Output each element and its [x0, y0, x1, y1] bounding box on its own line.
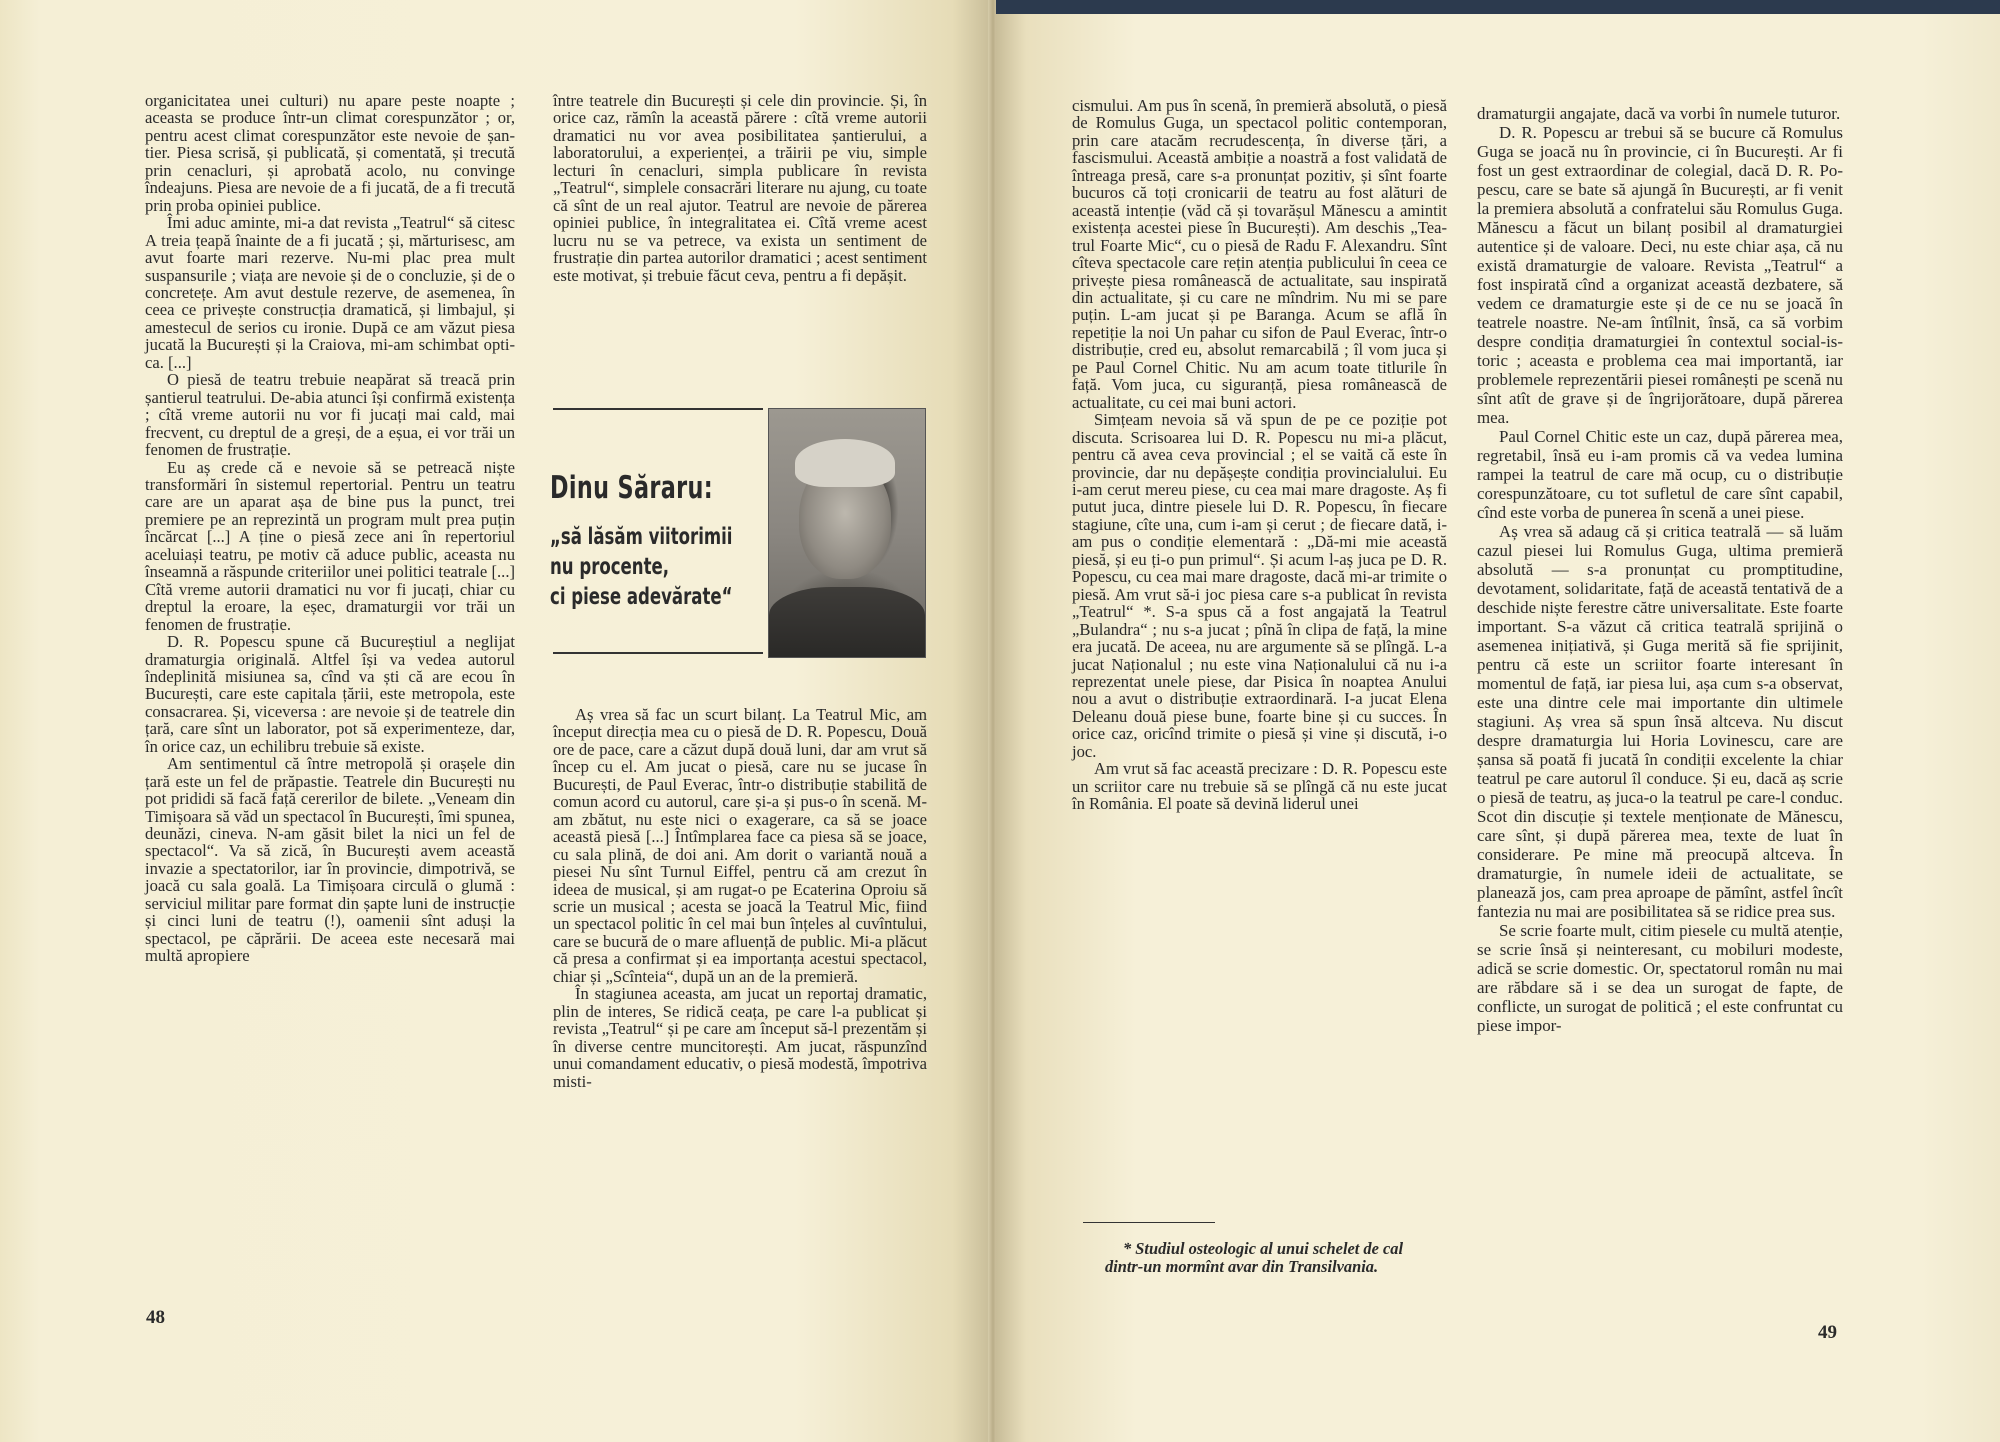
- paragraph: cismului. Am pus în scenă, în premieră absolută, o piesă de Romulus Guga, un spectacol politic contemporan, prin care atacăm recrudescența, în diverse țări, a fascismului. Această ambiție a noastră a fost validată de întreaga presă, care s-a pronunțat pozitiv, și sînt foarte bucuros că toți cronicarii de teatru au fost alături de această intenție (văd că și tovarășul Mănescu a amintit existența acestei piese în București). Am deschis „Teatrul Foarte Mic“, cu o piesă de Radu F. Alexandru. Sînt cîteva spectacole care rețin atenția publicului în ceea ce privește piesa românească de actualitate, sau inspirată din actualitate, și cu care ne mîndrim. Nu mi se pare puțin. L-am jucat și pe Baranga. Acum se află în repetiție la noi Un pahar cu sifon de Paul Everac, într-o distribuție, cred eu, absolut remarcabilă ; îl vom juca și pe Paul Cornel Chitic. Nu am acum toate titlurile în față. Vom juca, cu siguranță, piesa românească de actualitate, cu cei mai buni actori.: [1072, 96, 1447, 412]
- box-rule-top: [553, 408, 763, 410]
- paragraph: dramaturgii angajate, dacă va vorbi în numele tuturor.: [1477, 104, 1841, 123]
- paragraph: D. R. Popescu ar trebui să se bucure că Romulus Guga se joacă nu în provincie, ci în București. Ar fi fost un gest extraordinar de colegial, dacă D. R. Popescu, care se bate să ajungă în București, ar fi venit la premiera absolută a confratelui său Romulus Guga. Mănescu a făcut un bilanț posibil al dramaturgiei autentice și de valoare. Deci, nu este chiar așa, că nu există dramaturgie de valoare. Revista „Teatrul“ a fost inspirată cînd a organizat această dezbatere, să vedem ce dramaturgie este și de ce nu se joacă în teatrele noastre. Ne-am întîlnit, însă, ca să vorbim despre condiția dramaturgiei în contextul social-istoric ; aceasta e problema cea mai importantă, iar problemele reprezentării piesei românești pe scenă nu sînt atît de grave și de îngrijorătoare, după părerea mea.: [1477, 123, 1843, 427]
- photo-hair: [795, 439, 895, 487]
- interview-name: Dinu Săraru:: [550, 470, 714, 506]
- column-3: [1072, 97, 1447, 813]
- paragraph: D. R. Popescu spune că Bucureștiul a neglijat dramaturgia originală. Altfel își va vedea autorul îndeplinită misiunea sa, cînd va ști că are ecou în București, care este capitala țării, este metropola, este consacrarea. Și, viceversa : are nevoie și de teatrele din țară, care sînt un laborator, pot să experimenteze, dar, în orice caz, un echilibru trebuie să existe.: [145, 632, 515, 756]
- paragraph: Simțeam nevoia să vă spun de pe ce poziție pot discuta. Scrisoarea lui D. R. Popescu nu mi-a plăcut, pentru că avea ceva provincial ; el se vaită că este în provincie, dar nu depășește condiția provincialului. Eu i-am cerut mereu piese, cu cea mai mare dragoste. Aș fi putut juca, dintre piesele lui D. R. Popescu, în fiecare stagiune, cîte una, cum i-am și cerut ; de fiecare dată, i-am pus o condiție elementară : „Dă-mi mie această piesă, și eu ți-o pun primul“. Și acum l-aș juca pe D. R. Popescu, cu cea mai mare dragoste, dacă mi-ar trimite o piesă. Am vrut să-i joc piesa care s-a publicat în revista „Teatrul“ *. S-a spus că a fost angajată la Teatrul „Bulandra“ ; nu s-a jucat ; pînă în clipa de față, la mine era jucată. De aceea, nu are argumente să se plîngă. L-a jucat Naționalul ; nu este vina Naționalului că nu i-a reprezentat unele piese, dar Pisica în noaptea Anului nou a avut o distribuție extraordinară. I-a jucat Elena Deleanu două piese bune, foarte bine și cu succes. În orice caz, oricînd trimite o piesă și vine și discută, i-o joc.: [1072, 410, 1447, 761]
- paragraph: Aș vrea să adaug că și critica teatrală — să luăm cazul piesei lui Romulus Guga, ultima premieră absolută — s-a pronunțat cu promptitudine, devotament, solidaritate, față de această tentativă de a deschide niște ferestre către universalitate. Este foarte important. S-a văzut că critica teatrală sprijină o asemenea inițiativă, și Guga merită să fie sprijinit, pentru că este un scriitor foarte interesant în momentul de față, iar piesa lui, așa cum s-a observat, este una dintre cele mai importante din ultimele stagiuni. Aș vrea să spun însă altceva. Nu discut despre dramaturgia lui Horia Lovinescu, care are șansa să poată fi jucată în condiții excelente la chiar teatrul pe care autorul îl conduce. Și eu, dacă aș scrie o piesă de teatru, aș juca-o la teatrul pe care-l conduc. Scot din discuție și textele menționate de Mănescu, care sînt, și după părerea mea, texte de luat în considerare. Pe mine mă preocupă altceva. În dramaturgie, în numele ideii de actualitate, se planează jos, cam prea aproape de pămînt, astfel încît fantezia nu mai are posibilitatea să se ridice prea sus.: [1477, 522, 1843, 921]
- paragraph: În stagiunea aceasta, am jucat un reportaj dramatic, plin de interes, Se ridică ceața, pe care l-a publicat și revista „Teatrul“ și pe care am început să-l prezentăm și în diverse centre muncitorești. Am jucat, răspunzînd unui comandament educativ, o piesă modestă, împotriva misti-: [553, 984, 927, 1091]
- paragraph: Aș vrea să fac un scurt bilanț. La Teatrul Mic, am început direcția mea cu o piesă de D. R. Popescu, Două ore de pace, care a căzut după două luni, dar am vrut să încep cu el. Am jucat o piesă, care nu se jucase în București, de Paul Everac, într-o distribuție stabilită de comun acord cu autorul, care și-a și pus-o în scenă. M-am zbătut, nu este nici o exagerare, ca să se joace această piesă [...] Întîmplarea face ca piesa să se joace, cu sala plină, de doi ani. Am dorit o variantă nouă a piesei Nu sînt Turnul Eiffel, pentru că am crezut în ideea de musical, și am rugat-o pe Ecaterina Oproiu să scrie un musical ; acesta se joacă la Teatrul Mic, fiind un spectacol politic în cel mai bun înțeles al cuvîntului, care se bucură de o mare afluență de public. Mi-a plăcut că presa a confirmat și ea importanța acestui spectacol, chiar și „Scînteia“, după un an de la premieră.: [553, 705, 927, 986]
- box-rule-bottom: [553, 652, 763, 654]
- page-number-right: 49: [1818, 1322, 1837, 1343]
- paragraph: Paul Cornel Chitic este un caz, după părerea mea, regretabil, însă eu i-am promis că va vedea lumina rampei la teatrul de care mă ocup, cu o distribuție corespunzătoare, cu tot sufletul de care sînt capabil, cînd este vorba de punerea în scenă a unei piese.: [1477, 427, 1843, 522]
- portrait-photo: [768, 408, 926, 658]
- paragraph: Am sentimentul că între metropolă și orașele din țară este un fel de prăpastie. Teatrele din București nu pot prididi să facă față cererilor de bilete. „Veneam din Timișoara să văd un spectacol în București, îmi spunea, deunăzi, cineva. N-am găsit bilet la nici un fel de spectacol“. Va să zică, în București avem această invazie a spectatorilor, iar în provincie, dimpotrivă, se joacă cu sala goală. La Timișoara circulă o glumă : serviciul militar pare format din șapte luni de instrucție și cinci luni de teatru (!), oamenii sînt aduși la spectacol, pe căprării. De aceea este necesară mai multă apropiere: [145, 754, 515, 966]
- interview-heading: [550, 470, 733, 612]
- cover-edge: [996, 0, 2000, 14]
- page-number-left: 48: [146, 1307, 165, 1328]
- column-2-bottom: [553, 706, 927, 1090]
- paragraph: Îmi aduc aminte, mi-a dat revista „Teatrul“ să citesc A treia țeapă înainte de a fi jucată ; și, mărturisesc, am avut foarte mari rezerve. Nu-mi plac prea mult suspansurile ; viața are nevoie și de o concluzie, și de o concretețe. Am avut destule rezerve, de asemenea, în ceea ce privește construcția dramatică, și limbajul, și amestecul de serios cu ironie. După ce am văzut piesa jucată la București și la Craiova, mi-am schimbat optica. [...]: [145, 213, 515, 372]
- left-page: [0, 0, 992, 1442]
- interview-quote-line-2: nu procente,: [550, 554, 670, 580]
- photo-coat: [769, 587, 925, 657]
- paragraph: organicitatea unei culturi) nu apare peste noapte ; aceasta se produce într-un climat corespunzător ; or, pentru acest climat corespunzător este nevoie de șantier. Piesa scrisă, și publicată, și comentată, și trecută prin cenacluri, și aprobată acolo, nu convinge îndeajuns. Piesa are nevoie de a fi jucată, de a fi trecută prin proba opiniei publice.: [145, 91, 515, 215]
- paragraph: Am vrut să fac această precizare : D. R. Popescu este un scriitor care nu trebuie să se plîngă că nu este jucat în România. El poate să devină liderul unei: [1072, 759, 1447, 814]
- column-4: [1477, 104, 1843, 1035]
- paragraph: Eu aș crede că e nevoie să se petreacă niște transformări în sistemul repertorial. Pentru un teatru care are un aparat așa de bine pus la punct, trei premiere pe an reprezintă un program mult prea puțin încărcat [...] A ține o piesă zece ani în repertoriul aceluiași teatru, pe motiv că aduce public, aceasta nu înseamnă a răspunde criteriilor unei politici teatrale [...] Cîtă vreme autorii dramatici nu vor fi jucați, chiar cu dreptul la eroare, la eșec, dramaturgii vor trăi un fenomen de frustrație.: [145, 457, 515, 634]
- column-2-top: [553, 92, 927, 284]
- interview-quote-line-1: „să lăsăm viitorimii: [550, 524, 733, 550]
- paragraph: Se scrie foarte mult, citim piesele cu multă atenție, se scrie însă și neinteresant, cu mobiluri modeste, adică se scrie domestic. Or, spectatorul român nu mai are răbdare să i se dea un surogat de fapte, de conflicte, un surogat de politică ; el este confruntat cu piese impor-: [1477, 921, 1843, 1035]
- footnote: * Studiul osteologic al unui schelet de cal dintr-un mormînt avar din Transilvania.: [1105, 1239, 1404, 1276]
- paragraph: O piesă de teatru trebuie neapărat să treacă prin șantierul teatrului. De-abia atunci își confirmă existența ; cîtă vreme autorii nu vor fi jucați mai cald, mai frecvent, cu dreptul de a greși, de a eșua, ei vor trăi un fenomen de frustrație.: [145, 370, 515, 460]
- footnote-rule: [1083, 1222, 1215, 1223]
- column-1: [145, 92, 515, 965]
- paragraph: între teatrele din București și cele din provincie. Și, în orice caz, rămîn la această părere : cîtă vreme autorii dramatici nu vor avea posibilitatea șantierului, a laboratorului, a experienței, a trăirii pe viu, simple lecturi în cenacluri, simpla publicare în revista „Teatrul“, simplele consacrări literare nu ajung, cu toate că sînt de un real ajutor. Teatrul are nevoie de părerea opiniei publice, în integralitatea ei. Cîtă vreme acest lucru nu se va petrece, va exista un sentiment de frustrație din partea autorilor dramatici ; acest sentiment este motivat, și trebuie făcut ceva, pentru a fi depășit.: [553, 91, 927, 285]
- right-page: [996, 14, 2000, 1442]
- interview-quote-line-3: ci piese adevărate“: [550, 584, 733, 610]
